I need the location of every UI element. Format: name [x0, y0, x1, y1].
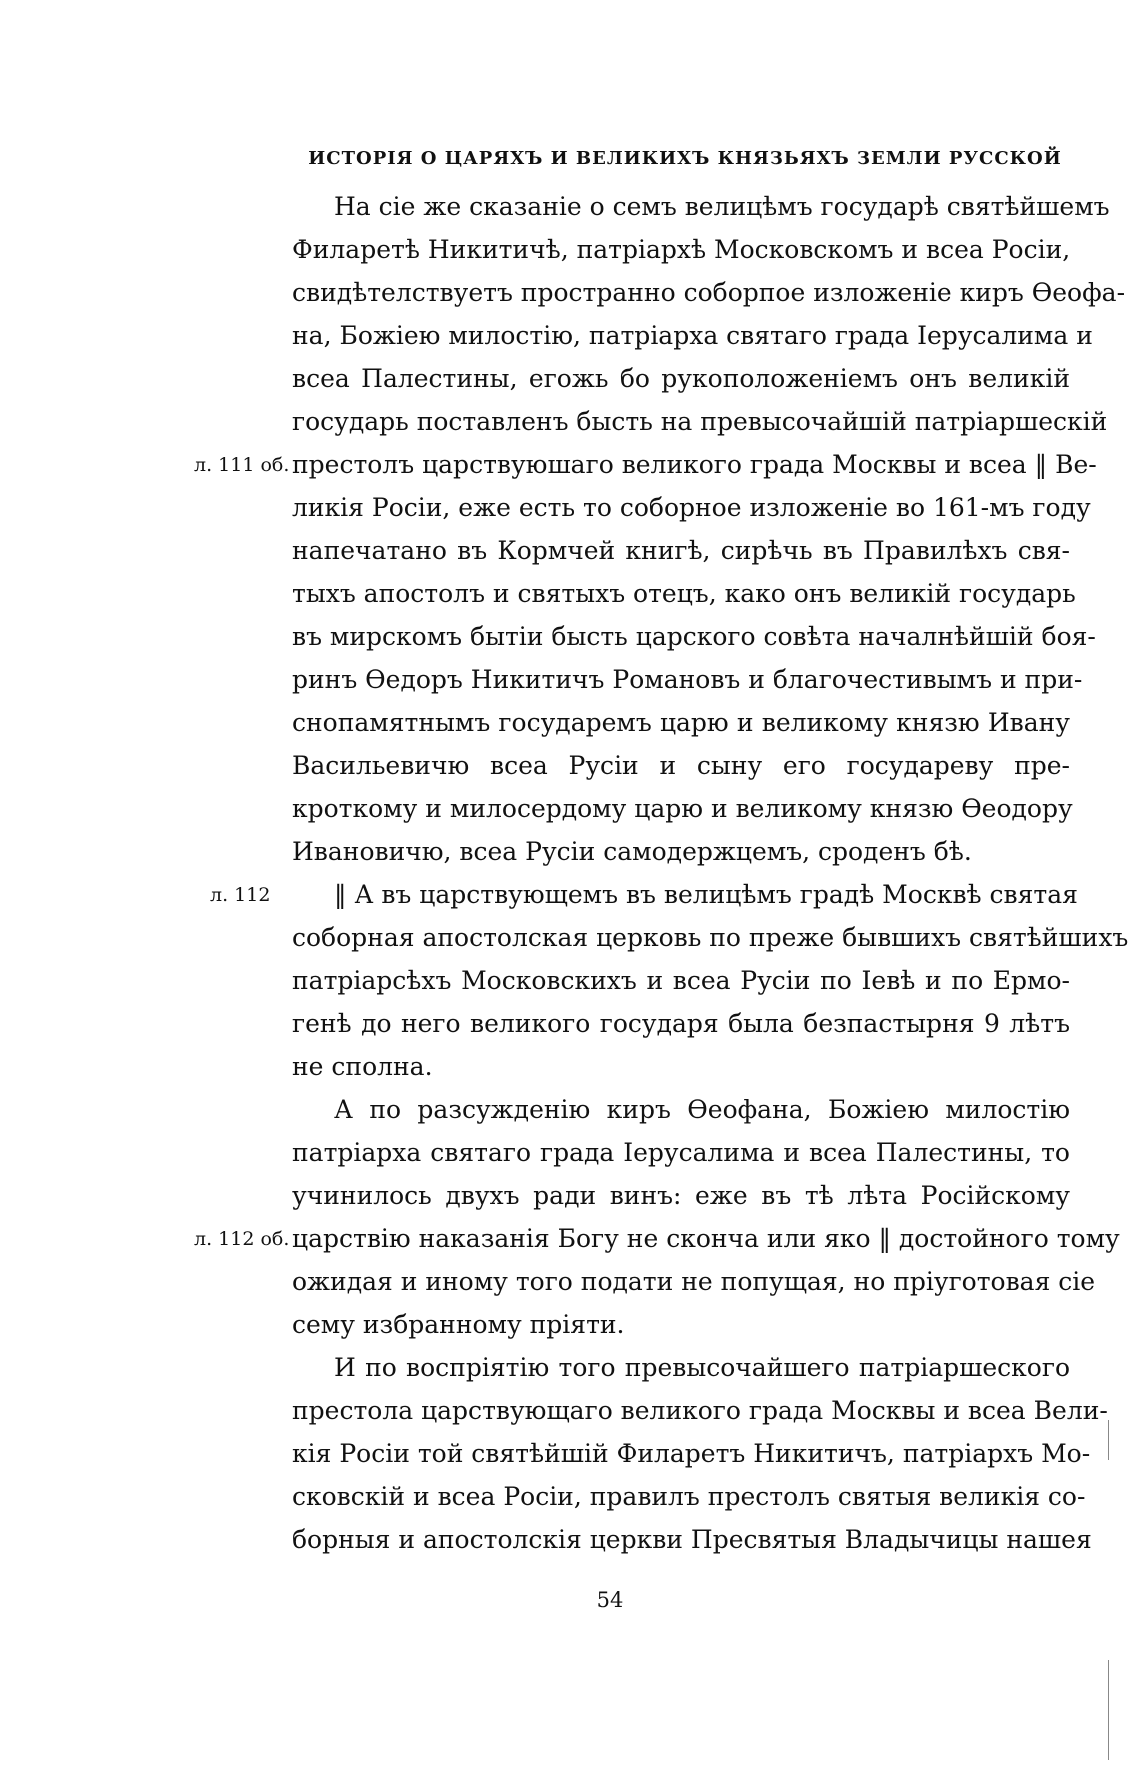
text-line: сему избранному пріяти.: [292, 1310, 625, 1339]
text-line: престола царствующаго великого града Москвы и всеа Вели-: [292, 1396, 1108, 1425]
text-line: патріарха святаго града Іерусалима и всеа Палестины, то: [292, 1138, 1070, 1167]
text-line: напечатано въ Кормчей книгѣ, сирѣчь въ Правилѣхъ свя-: [292, 536, 1070, 565]
text-line: И по воспріятію того превысочайшего патріаршеского: [334, 1353, 1070, 1382]
text-line: патріарсѣхъ Московскихъ и всеа Русіи по Іевѣ и по Ермо-: [292, 966, 1070, 995]
text-line: ожидая и иному того подати не попущая, но пріуготовая сіе: [292, 1267, 1096, 1296]
text-line: на, Божіею милостію, патріарха святаго града Іерусалима и: [292, 321, 1093, 350]
text-line: ликія Росіи, еже есть то соборное изложеніе во 161-мъ году: [292, 493, 1091, 522]
text-line: учинилось двухъ ради винъ: еже въ тѣ лѣта Російскому: [292, 1181, 1070, 1210]
scan-edge-mark: [1108, 1420, 1109, 1460]
text-line: А по разсужденію киръ Ѳеофана, Божіею милостію: [334, 1095, 1070, 1124]
margin-folio-note: л. 111 об.: [194, 454, 290, 476]
text-line: государь поставленъ бысть на превысочайшій патріаршескій: [292, 407, 1108, 436]
text-line: ринъ Ѳедоръ Никитичъ Романовъ и благочестивымъ и при-: [292, 665, 1083, 694]
text-line: тыхъ апостолъ и святыхъ отецъ, како онъ великій государь: [292, 579, 1076, 608]
text-line: всеа Палестины, егожь бо рукоположеніемъ онъ великій: [292, 364, 1070, 393]
text-line: не сполна.: [292, 1052, 433, 1081]
text-line: царствію наказанія Богу не скончa или яко ‖ достойного тому: [292, 1224, 1120, 1253]
text-line: На сіе же сказаніе о семъ велицѣмъ государѣ святѣйшемъ: [334, 192, 1110, 221]
text-line: кія Росіи той святѣйшій Филаретъ Никитичъ, патріархъ Мо-: [292, 1439, 1091, 1468]
text-line: престолъ царствуюшаго великого града Москвы и всеа ‖ Ве-: [292, 450, 1097, 479]
running-header: ИСТОРІЯ О ЦАРЯХЪ И ВЕЛИКИХЪ КНЯЗЬЯХЪ ЗЕМЛИ РУССКОЙ: [308, 148, 1062, 169]
page-number: 54: [596, 1588, 624, 1612]
margin-folio-note: л. 112: [210, 884, 271, 906]
text-line: борныя и апостолскія церкви Пресвятыя Владычицы нашея: [292, 1525, 1092, 1554]
scan-edge-mark: [1108, 1660, 1109, 1760]
text-line: Васильевичю всеа Русіи и сыну его государеву пре-: [292, 751, 1070, 780]
text-line: кроткому и милосердому царю и великому князю Ѳеодору: [292, 794, 1073, 823]
text-line: снопамятнымъ государемъ царю и великому князю Ивану: [292, 708, 1070, 737]
text-line: Филаретѣ Никитичѣ, патріархѣ Московскомъ и всеа Росіи,: [292, 235, 1071, 264]
margin-folio-note: л. 112 об.: [194, 1228, 290, 1250]
text-line: генѣ до него великого государя была безпастырня 9 лѣтъ: [292, 1009, 1070, 1038]
text-line: свидѣтелствуетъ пространно соборпое изложеніе киръ Ѳеофа-: [292, 278, 1126, 307]
text-line: ‖ А въ царствующемъ въ велицѣмъ градѣ Москвѣ святая: [334, 880, 1078, 909]
text-line: въ мирскомъ бытіи бысть царского совѣта началнѣйшій боя-: [292, 622, 1096, 651]
text-line: соборная апостолская церковь по преже бывшихъ святѣйшихъ: [292, 923, 1129, 952]
text-line: сковскій и всеа Росіи, правилъ престолъ святыя великія со-: [292, 1482, 1086, 1511]
text-line: Ивановичю, всеа Русіи самодержцемъ, сроденъ бѣ.: [292, 837, 972, 866]
